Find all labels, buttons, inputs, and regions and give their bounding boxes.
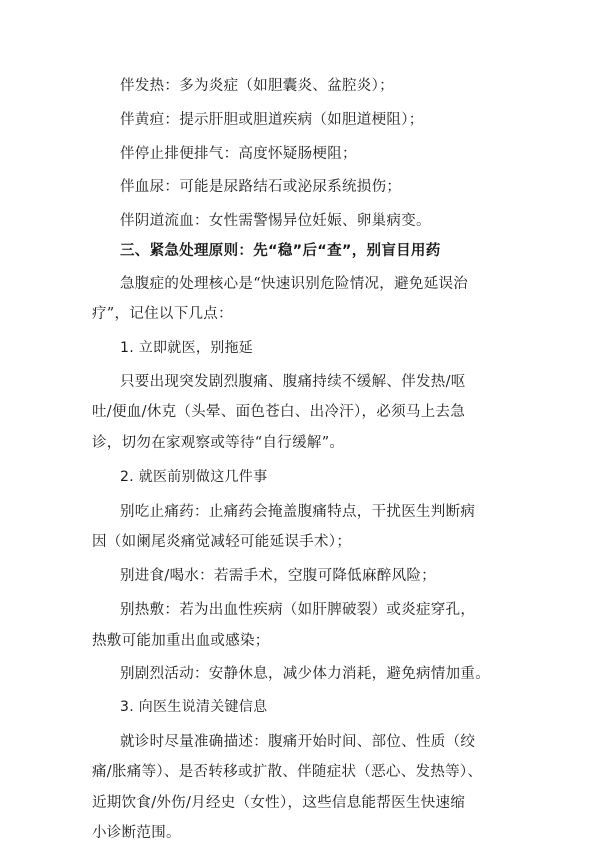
paragraph-no-heat-line-1: 别热敷：若为出血性疾病（如肝脾破裂）或炎症穿孔， — [120, 602, 476, 618]
paragraph-seek-care-line-3: 诊，切勿在家观察或等待“自行缓解”。 — [92, 435, 345, 451]
paragraph-seek-care-line-2: 吐/便血/休克（头晕、面色苍白、出冷汗），必须马上去急 — [92, 404, 466, 420]
subheading-tell-doctor: 3. 向医生说清关键信息 — [120, 699, 268, 715]
paragraph-core-line-1: 急腹症的处理核心是“快速识别危险情况，避免延误治 — [120, 276, 469, 292]
text-line-vaginal-bleeding: 伴阴道流血：女性需警惕异位妊娠、卵巢病变。 — [120, 213, 431, 229]
paragraph-describe-line-2: 痛/胀痛等）、是否转移或扩散、伴随症状（恶心、发热等）、 — [92, 764, 483, 780]
text-line-jaundice: 伴黄疸：提示肝胆或胆道疾病（如胆道梗阻）； — [120, 112, 424, 128]
text-line-hematuria: 伴血尿：可能是尿路结石或泌尿系统损伤； — [120, 179, 402, 195]
text-line-fever: 伴发热：多为炎症（如胆囊炎、盆腔炎）； — [120, 78, 394, 94]
paragraph-no-food: 别进食/喝水：若需手术，空腹可降低麻醉风险； — [120, 568, 436, 584]
paragraph-painkiller-line-1: 别吃止痛药：止痛药会掩盖腹痛特点，干扰医生判断病 — [120, 504, 476, 520]
section-heading-emergency-principles: 三、紧急处理原则：先“稳”后“查”，别盲目用药 — [120, 243, 441, 259]
paragraph-describe-line-3: 近期饮食/外伤/月经史（女性），这些信息能帮医生快速缩 — [92, 795, 466, 811]
paragraph-no-heat-line-2: 热敷可能加重出血或感染； — [92, 633, 270, 649]
paragraph-no-activity: 别剧烈活动：安静休息，减少体力消耗，避免病情加重。 — [120, 666, 490, 682]
subheading-seek-care: 1. 立即就医，别拖延 — [120, 340, 254, 356]
subheading-dont-do: 2. 就医前别做这几件事 — [120, 469, 268, 485]
paragraph-core-line-2: 疗”，记住以下几点： — [92, 306, 233, 322]
paragraph-describe-line-1: 就诊时尽量准确描述：腹痛开始时间、部位、性质（绞 — [120, 734, 476, 750]
text-line-bowel-obstruction: 伴停止排便排气：高度怀疑肠梗阻； — [120, 146, 357, 162]
paragraph-painkiller-line-2: 因（如阑尾炎痛觉减轻可能延误手术）； — [92, 534, 352, 550]
paragraph-seek-care-line-1: 只要出现突发剧烈腹痛、腹痛持续不缓解、伴发热/呕 — [120, 374, 466, 390]
paragraph-describe-line-4: 小诊断范围。 — [92, 825, 181, 841]
